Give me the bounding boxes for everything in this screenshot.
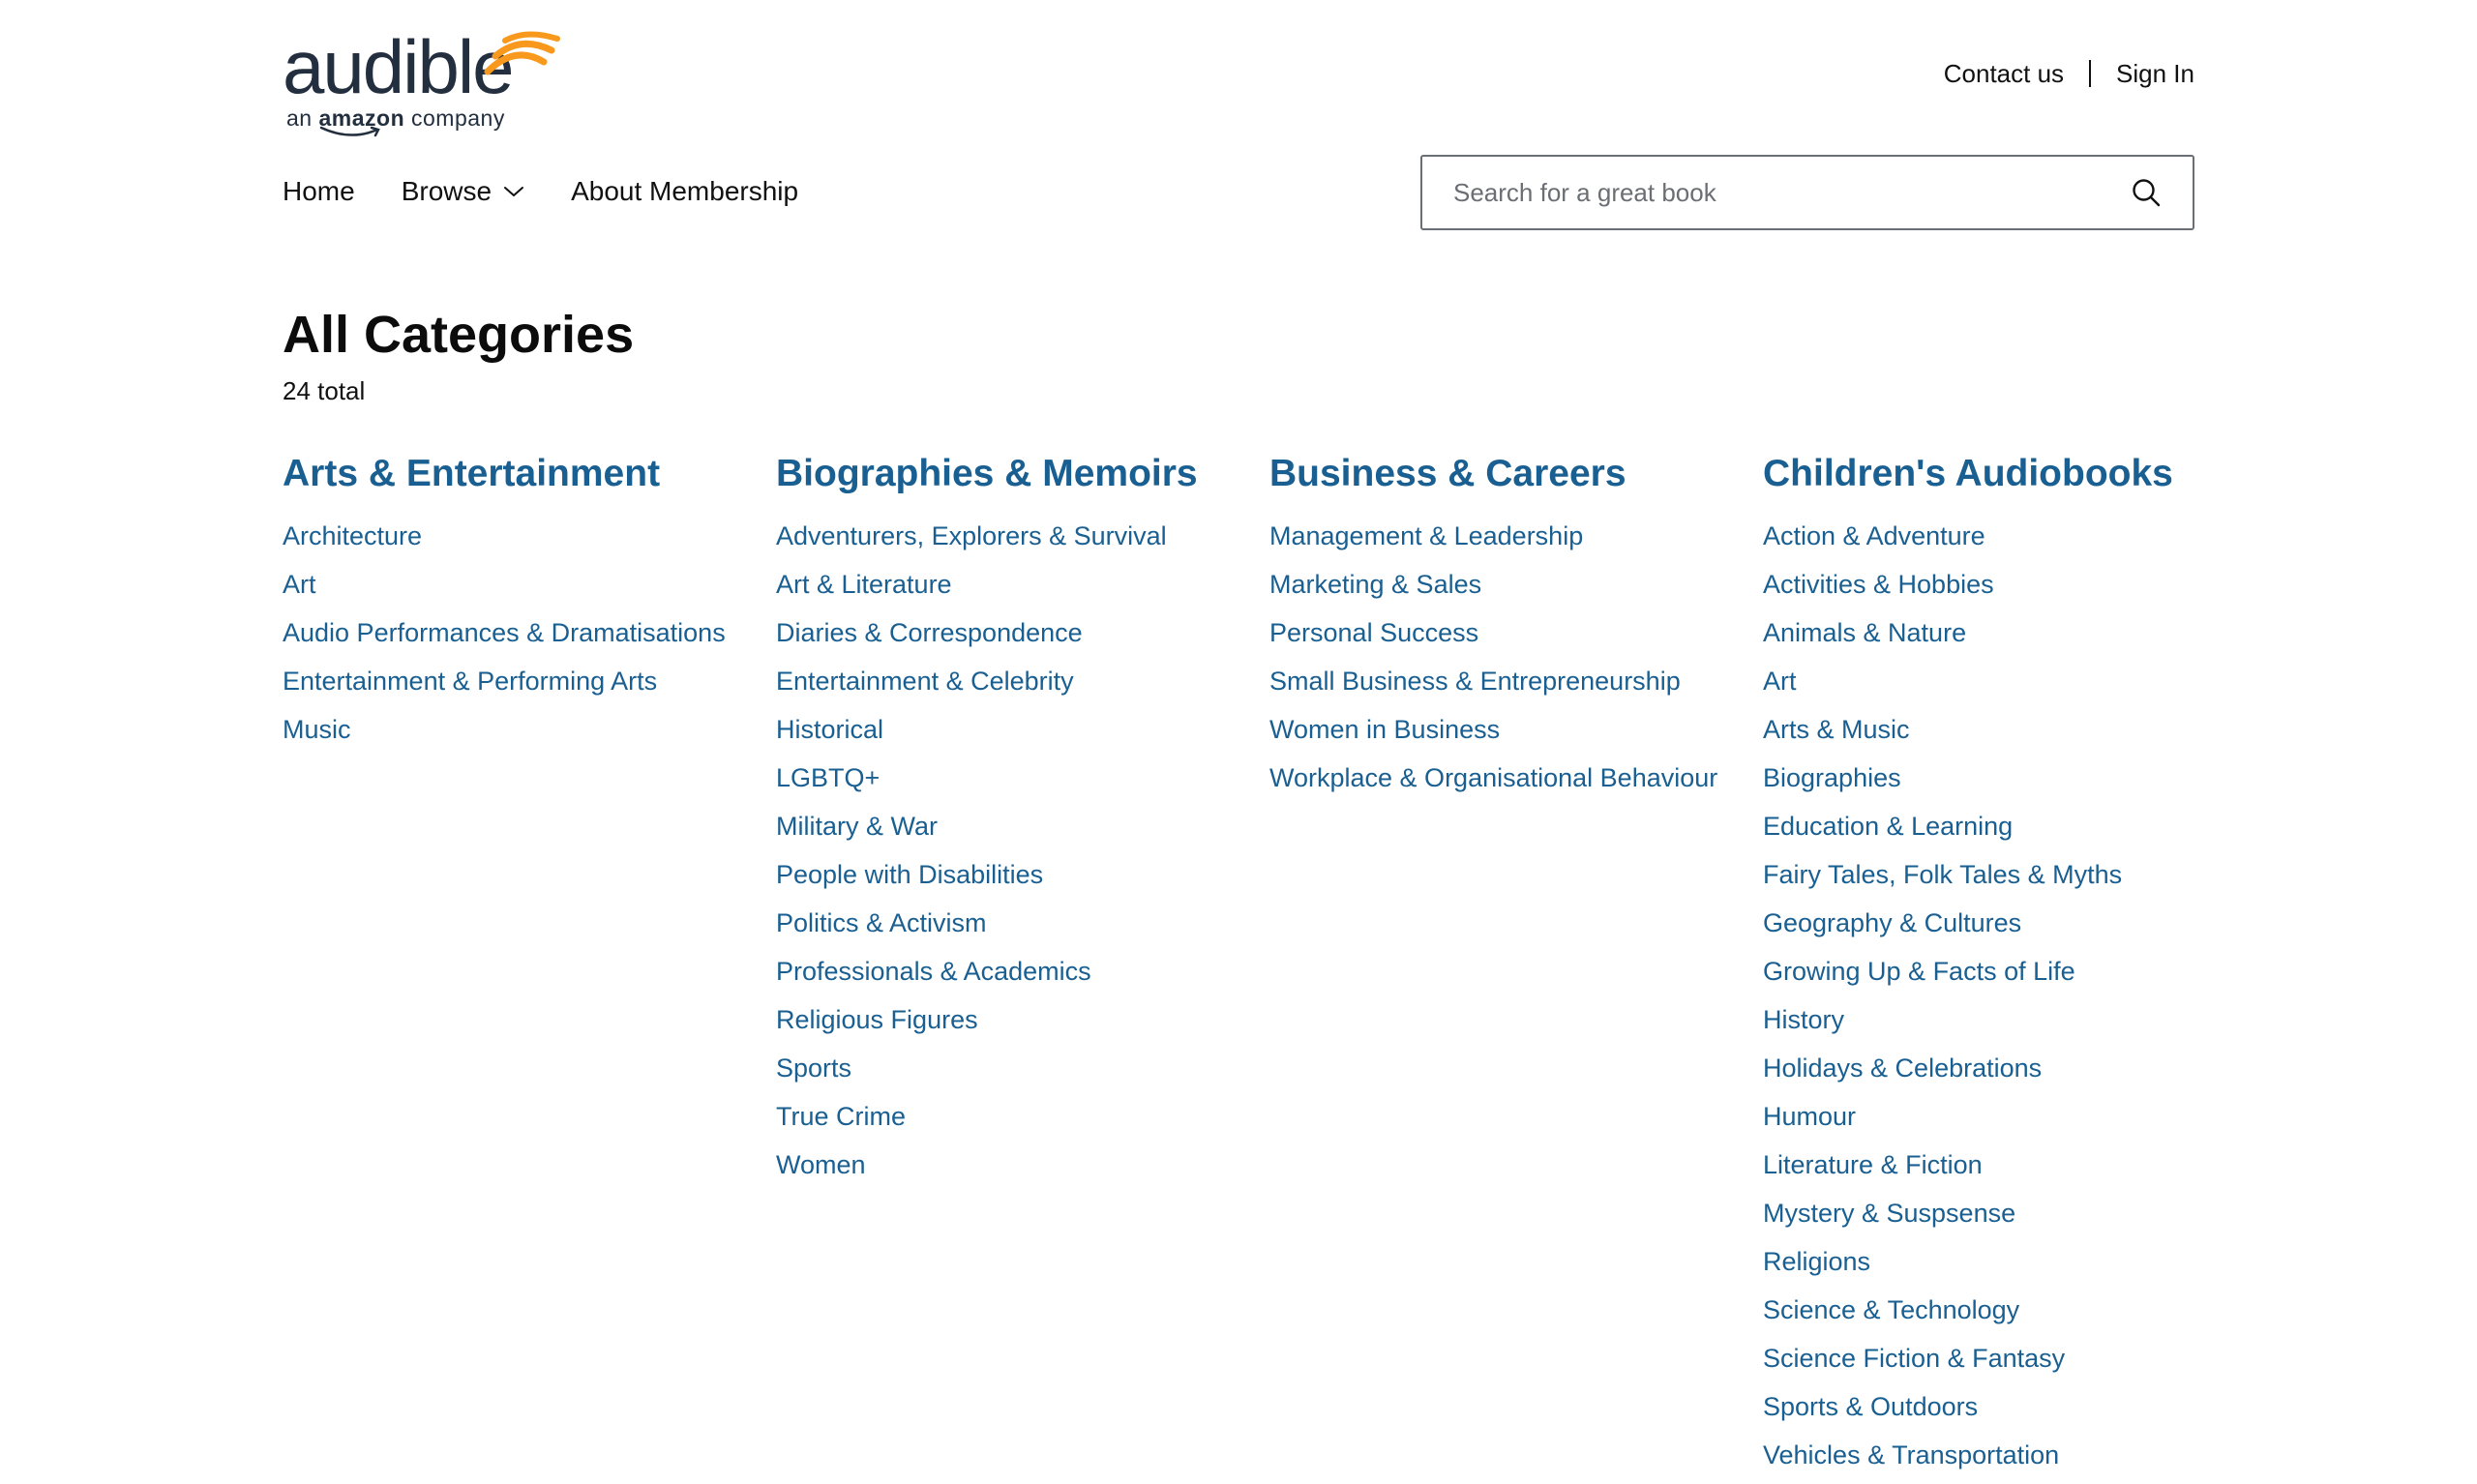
subcategory-link[interactable]: Animals & Nature: [1763, 618, 1967, 647]
nav-about-membership[interactable]: About Membership: [571, 176, 799, 206]
subcategory-link[interactable]: Art & Literature: [776, 570, 952, 599]
subcategory-link[interactable]: Religious Figures: [776, 1005, 978, 1034]
subcategory-link[interactable]: True Crime: [776, 1102, 907, 1131]
category-count: 24 total: [283, 376, 366, 405]
logo-wordmark: audible: [283, 24, 513, 109]
subcategory-link[interactable]: Biographies: [1763, 763, 1901, 792]
nav-home[interactable]: Home: [283, 176, 355, 206]
subcategory-link[interactable]: Historical: [776, 715, 884, 744]
subcategory-list: [1269, 517, 1763, 797]
subcategory-link[interactable]: Entertainment & Celebrity: [776, 667, 1074, 696]
subcategory-link[interactable]: Activities & Hobbies: [1763, 570, 1994, 599]
subcategory-link[interactable]: Politics & Activism: [776, 908, 987, 937]
category-column: [1763, 447, 2256, 1484]
subcategory-link[interactable]: Women: [776, 1150, 866, 1179]
category-heading[interactable]: Arts & Entertainment: [283, 453, 661, 494]
subcategory-link[interactable]: Science & Technology: [1763, 1295, 2020, 1324]
subcategory-link[interactable]: Mystery & Suspsense: [1763, 1199, 2016, 1228]
subcategory-link[interactable]: Small Business & Entrepreneurship: [1269, 667, 1681, 696]
subcategory-link[interactable]: Audio Performances & Dramatisations: [283, 618, 726, 647]
account-links: [1944, 54, 2194, 93]
subcategory-link[interactable]: Women in Business: [1269, 715, 1501, 744]
subcategory-link[interactable]: Management & Leadership: [1269, 521, 1584, 550]
search-icon: [2131, 177, 2162, 208]
amazon-smile-icon: [317, 124, 385, 143]
subcategory-link[interactable]: Vehicles & Transportation: [1763, 1440, 2060, 1469]
chevron-down-icon: [503, 185, 524, 198]
subcategory-link[interactable]: Music: [283, 715, 351, 744]
subcategory-link[interactable]: Sports & Outdoors: [1763, 1392, 1979, 1421]
subcategory-link[interactable]: Professionals & Academics: [776, 957, 1091, 986]
subcategory-link[interactable]: Workplace & Organisational Behaviour: [1269, 763, 1718, 792]
subcategory-link[interactable]: Adventurers, Explorers & Survival: [776, 521, 1167, 550]
main-nav: [283, 172, 845, 211]
subcategory-link[interactable]: Geography & Cultures: [1763, 908, 2022, 937]
audible-logo[interactable]: [283, 23, 573, 139]
contact-us-link[interactable]: Contact us: [1943, 59, 2065, 88]
logo-tagline-suffix: company: [404, 105, 505, 131]
subcategory-link[interactable]: History: [1763, 1005, 1845, 1034]
subcategory-link[interactable]: Entertainment & Performing Arts: [283, 667, 658, 696]
subcategory-link[interactable]: Religions: [1763, 1247, 1871, 1276]
subcategory-link[interactable]: Military & War: [776, 812, 938, 841]
sign-in-link[interactable]: Sign In: [2116, 59, 2194, 88]
subcategory-link[interactable]: Art: [283, 570, 316, 599]
category-column: [283, 447, 776, 1484]
subcategory-link[interactable]: Growing Up & Facts of Life: [1763, 957, 2075, 986]
subcategory-link[interactable]: Science Fiction & Fantasy: [1763, 1344, 2066, 1373]
category-column: [776, 447, 1269, 1484]
subcategory-link[interactable]: Education & Learning: [1763, 812, 2014, 841]
search-button[interactable]: [2117, 163, 2175, 222]
link-divider: [2089, 60, 2091, 87]
subcategory-link[interactable]: LGBTQ+: [776, 763, 880, 792]
search-box: [1420, 155, 2194, 230]
subcategory-link[interactable]: Action & Adventure: [1763, 521, 1985, 550]
subcategory-link[interactable]: Literature & Fiction: [1763, 1150, 1983, 1179]
subcategory-link[interactable]: Sports: [776, 1054, 852, 1083]
nav-browse[interactable]: [402, 172, 524, 211]
search-input[interactable]: [1422, 163, 2117, 223]
subcategory-link[interactable]: Humour: [1763, 1102, 1857, 1131]
subcategory-list: [1763, 517, 2256, 1474]
page-title: All Categories: [283, 306, 635, 364]
subcategory-link[interactable]: Fairy Tales, Folk Tales & Myths: [1763, 860, 2123, 889]
category-heading[interactable]: Children's Audiobooks: [1763, 453, 2173, 494]
logo-tagline-prefix: an: [286, 105, 319, 131]
subcategory-link[interactable]: Personal Success: [1269, 618, 1479, 647]
page: [283, 0, 2194, 1469]
nav-browse-label: Browse: [401, 176, 492, 206]
category-column: [1269, 447, 1763, 1484]
category-columns: [283, 447, 2194, 1484]
subcategory-link[interactable]: Holidays & Celebrations: [1763, 1054, 2043, 1083]
subcategory-list: [776, 517, 1269, 1184]
subcategory-link[interactable]: People with Disabilities: [776, 860, 1044, 889]
subcategory-link[interactable]: Marketing & Sales: [1269, 570, 1482, 599]
subcategory-link[interactable]: Arts & Music: [1763, 715, 1910, 744]
category-heading[interactable]: Biographies & Memoirs: [776, 453, 1198, 494]
subcategory-link[interactable]: Diaries & Correspondence: [776, 618, 1083, 647]
subcategory-link[interactable]: Art: [1763, 667, 1797, 696]
subcategory-link[interactable]: Architecture: [283, 521, 423, 550]
logo-waves-icon: [466, 27, 563, 85]
logo-tagline-brand: amazon: [318, 105, 405, 131]
subcategory-list: [283, 517, 776, 749]
category-heading[interactable]: Business & Careers: [1269, 453, 1626, 494]
